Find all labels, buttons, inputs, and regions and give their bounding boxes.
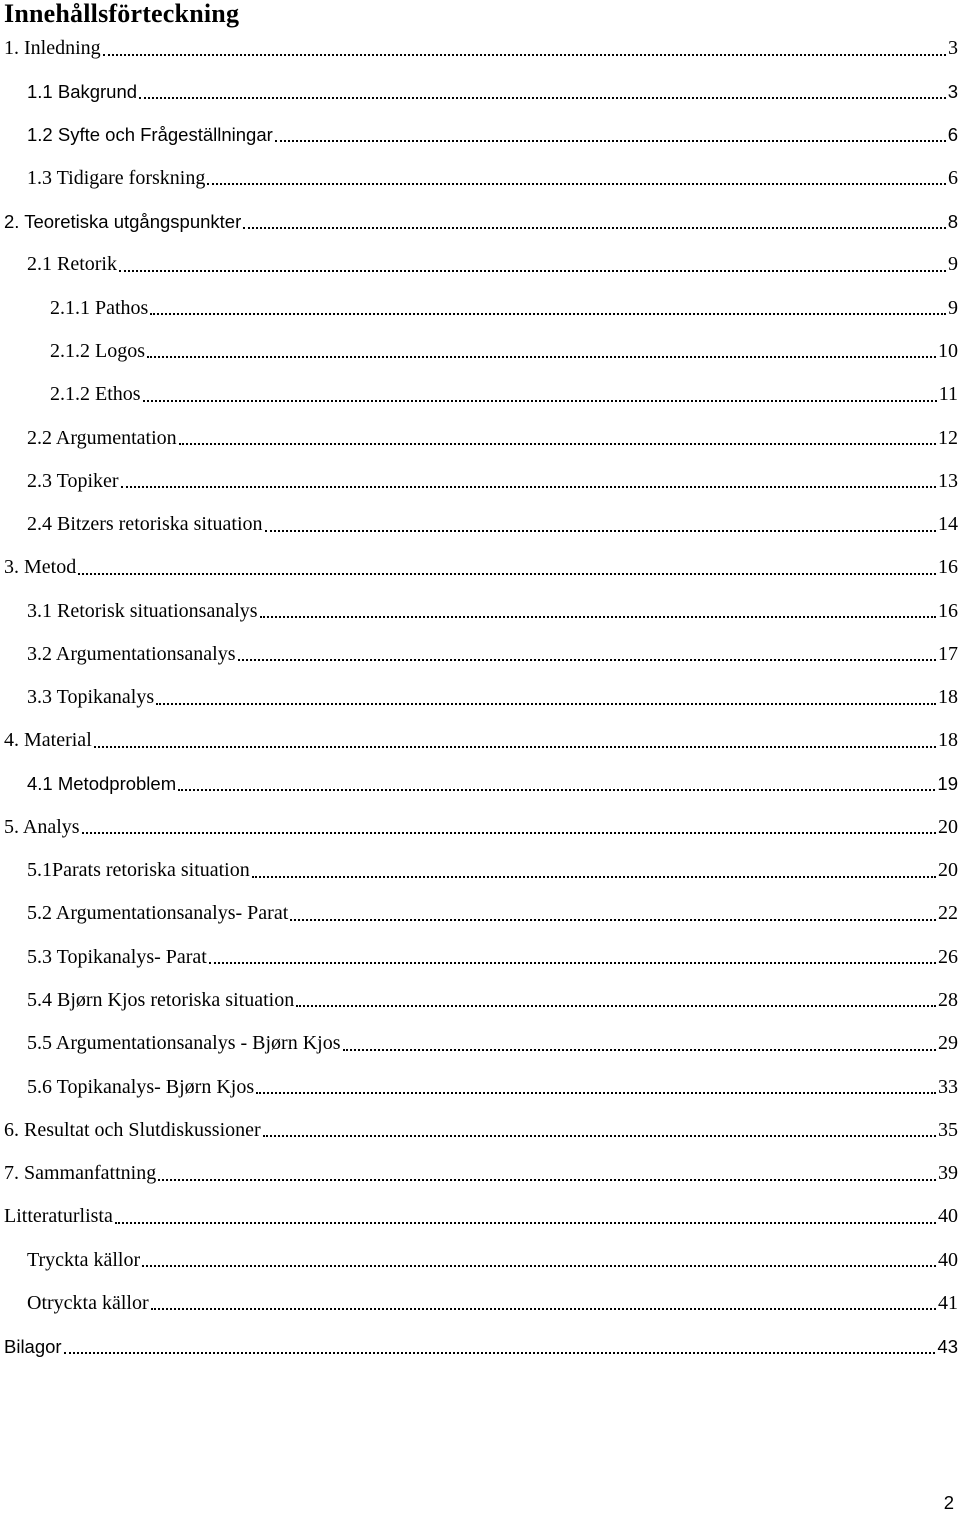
page-number: 2 bbox=[943, 1492, 954, 1513]
toc-entry[interactable] bbox=[0, 1238, 960, 1281]
toc-entry[interactable] bbox=[0, 589, 960, 632]
toc-entry-page: 12 bbox=[938, 426, 958, 449]
toc-entry-label: Otryckta källor bbox=[27, 1291, 149, 1314]
toc-dot-leader bbox=[296, 988, 936, 1012]
toc-entry-label: 5. Analys bbox=[4, 815, 80, 838]
toc-dot-leader bbox=[209, 945, 936, 969]
toc-entry-label: Litteraturlista bbox=[4, 1205, 113, 1228]
toc-entry-page: 41 bbox=[938, 1291, 958, 1314]
toc-entry-label: 3.1 Retorisk situationsanalys bbox=[27, 599, 258, 622]
toc-entry-page: 39 bbox=[938, 1162, 958, 1185]
toc-dot-leader bbox=[103, 37, 946, 61]
toc-dot-leader bbox=[207, 166, 946, 190]
toc-entry-label: 5.5 Argumentationsanalys - Bjørn Kjos bbox=[27, 1032, 341, 1055]
toc-entry-label: 3. Metod bbox=[4, 556, 77, 579]
toc-entry[interactable] bbox=[0, 1195, 960, 1238]
toc-entry-label: 2.2 Argumentation bbox=[27, 426, 177, 449]
toc-entry[interactable] bbox=[0, 633, 960, 676]
toc-entry-label: 5.3 Topikanalys- Parat bbox=[27, 945, 207, 968]
toc-entry-page: 6 bbox=[948, 166, 958, 189]
toc-entry[interactable] bbox=[0, 373, 960, 416]
toc-entry[interactable] bbox=[0, 416, 960, 459]
toc-entry-page: 11 bbox=[938, 383, 958, 406]
toc-entry-label: 2.1 Retorik bbox=[27, 253, 117, 276]
toc-dot-leader bbox=[256, 1075, 936, 1099]
toc-entry-page: 40 bbox=[938, 1248, 958, 1271]
toc-heading: Innehållsförteckning bbox=[4, 0, 240, 28]
toc-entry-page: 33 bbox=[938, 1075, 958, 1098]
toc-dot-leader bbox=[147, 339, 936, 363]
toc-entry[interactable] bbox=[0, 1152, 960, 1195]
toc-entry[interactable] bbox=[0, 546, 960, 589]
toc-dot-leader bbox=[238, 642, 937, 666]
toc-entry-page: 13 bbox=[938, 469, 958, 492]
toc-entry[interactable] bbox=[0, 114, 960, 157]
toc-entry-page: 18 bbox=[938, 729, 958, 752]
toc-entry-page: 18 bbox=[938, 686, 958, 709]
toc-entry-page: 8 bbox=[947, 210, 958, 232]
toc-dot-leader bbox=[139, 80, 946, 104]
toc-entry-page: 3 bbox=[948, 37, 958, 60]
toc-entry[interactable] bbox=[0, 849, 960, 892]
toc-entry-page: 22 bbox=[938, 902, 958, 925]
toc-entry-label: 5.6 Topikanalys- Bjørn Kjos bbox=[27, 1075, 255, 1098]
toc-entry[interactable] bbox=[0, 806, 960, 849]
toc-entry[interactable] bbox=[0, 1325, 960, 1368]
toc-entry[interactable] bbox=[0, 1065, 960, 1108]
toc-dot-leader bbox=[343, 1032, 937, 1056]
toc-entry[interactable] bbox=[0, 1109, 960, 1152]
toc-entry[interactable] bbox=[0, 460, 960, 503]
toc-dot-leader bbox=[260, 599, 936, 623]
toc-entry-label: 1. Inledning bbox=[4, 37, 101, 60]
toc-entry-label: 2.1.2 Logos bbox=[50, 339, 145, 362]
toc-entry-label: 5.1Parats retoriska situation bbox=[27, 859, 250, 882]
toc-list bbox=[0, 27, 960, 1368]
toc-entry-label: 3.3 Topikanalys bbox=[27, 686, 155, 709]
toc-entry-label: 3.2 Argumentationsanalys bbox=[27, 642, 236, 665]
toc-entry-label: 4.1 Metodproblem bbox=[27, 773, 177, 795]
toc-entry-page: 16 bbox=[938, 599, 958, 622]
toc-entry-page: 40 bbox=[938, 1205, 958, 1228]
toc-dot-leader bbox=[290, 902, 936, 926]
toc-entry[interactable] bbox=[0, 763, 960, 806]
toc-dot-leader bbox=[150, 296, 946, 320]
toc-entry[interactable] bbox=[0, 287, 960, 330]
toc-entry-label: 2.4 Bitzers retoriska situation bbox=[27, 513, 263, 536]
toc-entry-page: 14 bbox=[938, 513, 958, 536]
toc-dot-leader bbox=[82, 815, 936, 839]
toc-entry-page: 20 bbox=[938, 815, 958, 838]
toc-dot-leader bbox=[64, 1335, 936, 1359]
toc-dot-leader bbox=[78, 556, 936, 580]
toc-entry[interactable] bbox=[0, 330, 960, 373]
toc-entry[interactable] bbox=[0, 70, 960, 113]
toc-entry-page: 28 bbox=[938, 988, 958, 1011]
toc-entry-label: 2.3 Topiker bbox=[27, 469, 119, 492]
toc-entry-page: 17 bbox=[938, 642, 958, 665]
toc-entry[interactable] bbox=[0, 936, 960, 979]
toc-dot-leader bbox=[243, 210, 945, 234]
toc-entry-label: 2.1.2 Ethos bbox=[50, 383, 141, 406]
toc-entry-label: 1.3 Tidigare forskning bbox=[27, 166, 206, 189]
toc-dot-leader bbox=[265, 513, 936, 537]
toc-dot-leader bbox=[119, 253, 946, 277]
toc-entry[interactable] bbox=[0, 503, 960, 546]
toc-entry[interactable] bbox=[0, 979, 960, 1022]
toc-entry-page: 19 bbox=[937, 773, 958, 795]
toc-entry-page: 26 bbox=[938, 945, 958, 968]
toc-dot-leader bbox=[263, 1118, 936, 1142]
toc-entry-label: 7. Sammanfattning bbox=[4, 1162, 157, 1185]
toc-entry-label: 5.4 Bjørn Kjos retoriska situation bbox=[27, 988, 295, 1011]
toc-dot-leader bbox=[151, 1291, 936, 1315]
toc-entry-label: Tryckta källor bbox=[27, 1248, 141, 1271]
toc-dot-leader bbox=[115, 1205, 936, 1229]
toc-dot-leader bbox=[143, 383, 937, 407]
toc-dot-leader bbox=[252, 859, 936, 883]
toc-entry-label: Bilagor bbox=[4, 1335, 62, 1357]
toc-entry-label: 1.2 Syfte och Frågeställningar bbox=[27, 124, 273, 146]
toc-entry-page: 6 bbox=[947, 124, 958, 146]
toc-entry-label: 5.2 Argumentationsanalys- Parat bbox=[27, 902, 289, 925]
toc-entry-label: 2. Teoretiska utgångspunkter bbox=[4, 210, 242, 232]
toc-entry[interactable] bbox=[0, 1022, 960, 1065]
toc-entry[interactable] bbox=[0, 27, 960, 70]
toc-entry-label: 2.1.1 Pathos bbox=[50, 296, 149, 319]
toc-entry-page: 20 bbox=[938, 859, 958, 882]
toc-dot-leader bbox=[179, 426, 936, 450]
toc-entry-label: 6. Resultat och Slutdiskussioner bbox=[4, 1118, 261, 1141]
toc-entry[interactable] bbox=[0, 200, 960, 243]
toc-dot-leader bbox=[178, 772, 935, 796]
toc-dot-leader bbox=[158, 1162, 936, 1186]
toc-dot-leader bbox=[275, 123, 946, 147]
toc-entry-page: 9 bbox=[948, 296, 958, 319]
toc-entry[interactable] bbox=[0, 157, 960, 200]
toc-entry-page: 9 bbox=[948, 253, 958, 276]
toc-dot-leader bbox=[156, 686, 936, 710]
toc-entry-page: 16 bbox=[938, 556, 958, 579]
toc-entry[interactable] bbox=[0, 892, 960, 935]
toc-entry[interactable] bbox=[0, 676, 960, 719]
toc-entry-page: 29 bbox=[938, 1032, 958, 1055]
toc-dot-leader bbox=[142, 1248, 936, 1272]
toc-entry[interactable] bbox=[0, 1282, 960, 1325]
toc-entry[interactable] bbox=[0, 719, 960, 762]
toc-entry-page: 10 bbox=[938, 339, 958, 362]
toc-entry-label: 4. Material bbox=[4, 729, 92, 752]
toc-entry-label: 1.1 Bakgrund bbox=[27, 80, 138, 102]
toc-entry-page: 43 bbox=[937, 1335, 958, 1357]
toc-entry-page: 3 bbox=[947, 80, 958, 102]
toc-dot-leader bbox=[121, 469, 936, 493]
toc-entry[interactable] bbox=[0, 243, 960, 286]
toc-dot-leader bbox=[94, 729, 936, 753]
toc-entry-page: 35 bbox=[938, 1118, 958, 1141]
